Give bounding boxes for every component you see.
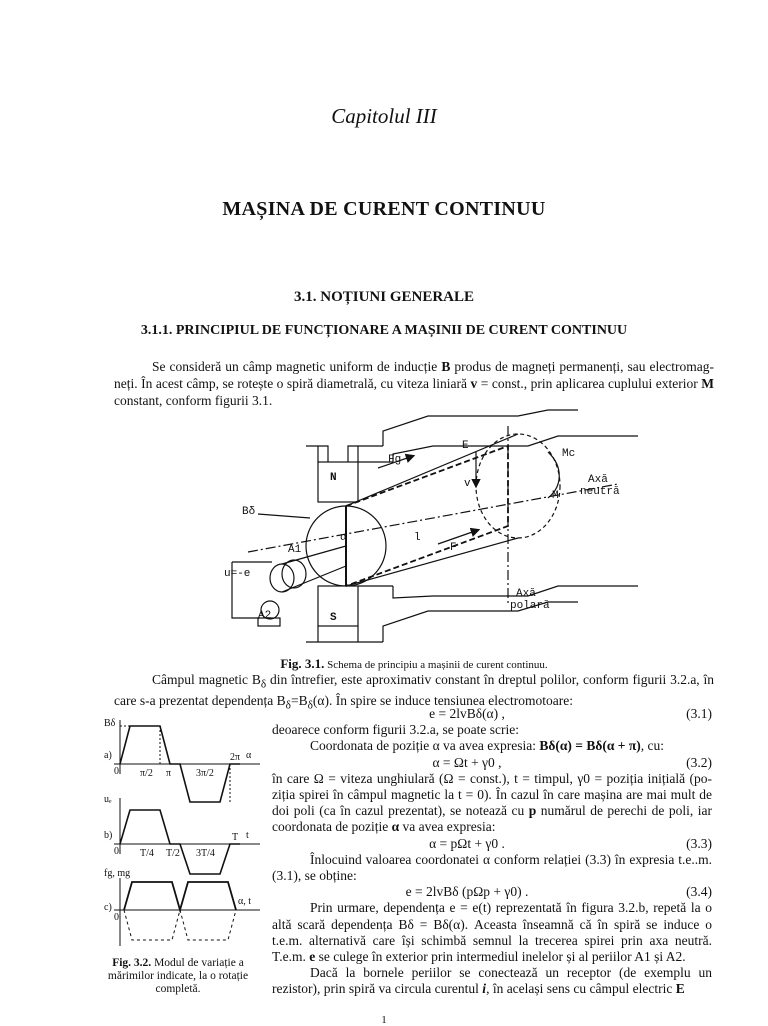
label-A2: A2: [258, 610, 272, 622]
fig2-label-b: b): [104, 830, 113, 841]
label-F: F: [450, 542, 457, 554]
fig2-tick-b3: 3T/4: [196, 848, 215, 859]
figure-3-1-machine-schematic: [218, 406, 658, 652]
paragraph-magnetic-field: Câmpul magnetic $B_\delta$ din întrefier, este aproximativ constant în dreptul polilor, conform figurii 3.2.a, în care s-a prezentat dependența $B_\delta=B_\delta(\alpha)$. În spire se induce tensiunea electromotoare:: [114, 672, 715, 712]
fig2-ylabel-b: uₑ: [104, 794, 112, 805]
north-pole: [318, 462, 358, 502]
label-axa-polara: Axă: [516, 588, 536, 600]
page-number: 1: [381, 1014, 387, 1026]
fig2-tick-b4: T: [232, 832, 239, 843]
figure-3-2-waveforms: [100, 714, 268, 958]
label-polara: polară: [510, 600, 550, 612]
fig2-xlabel-c: α, t: [238, 896, 252, 907]
label-Fg: Fg: [388, 454, 402, 466]
subsection-heading: 3.1.1. PRINCIPIUL DE FUNCȚIONARE A MAȘINII DE CURENT CONTINUU: [140, 323, 628, 338]
figure-3-2-caption: Fig. 3.2. Modul de variație a mărimilor indicate, la o rotație completă.: [107, 957, 249, 995]
equation-3-3: α = pΩt + γ0 . (3.3): [429, 835, 712, 851]
label-axa-neutra: Axă: [588, 474, 608, 486]
chapter-title: MAȘINA DE CURENT CONTINUU: [222, 198, 546, 220]
label-E-top: E: [462, 440, 469, 452]
label-A1: A1: [288, 544, 302, 556]
fig2-tick-a4: 2π: [230, 752, 241, 763]
fig2-xlabel-b: t: [246, 830, 249, 841]
intro-paragraph: Se consideră un câmp magnetic uniform de inducție B produs de magneți permanenți, sau electromag-neți. În acest câmp, se rotește o spiră diametrală, cu viteza liniară v = const., prin aplicarea cuplului exterior M constant, conform figurii 3.1.: [114, 359, 714, 408]
figure-3-1-caption: Fig. 3.1. Schema de principiu a mașinii de curent continuu.: [280, 656, 548, 671]
fig2-label-a: a): [104, 750, 112, 761]
label-N: N: [330, 472, 337, 484]
fig2-tick-a1: π/2: [140, 768, 153, 779]
fig2-zero-a: 0: [114, 766, 119, 777]
fig2-ylabel-c: fg, mg: [104, 868, 131, 879]
label-u: u=-e: [224, 568, 251, 580]
label-l: l: [414, 532, 421, 544]
label-neutra: neutră: [580, 486, 620, 498]
fig2-label-c: c): [104, 902, 112, 913]
fig2-tick-b2: T/2: [166, 848, 180, 859]
fig2-xlabel-a: α: [246, 750, 252, 761]
equation-3-2: α = Ωt + γ0 , (3.2): [432, 754, 712, 770]
fig2-zero-c: 0: [114, 912, 119, 923]
chapter-heading: Capitolul III: [331, 104, 437, 128]
label-Bd: Bδ: [242, 506, 256, 518]
fig2-ylabel-a: Bδ: [104, 718, 116, 729]
equation-3-4: e = 2lvBδ (pΩp + γ0) . (3.4): [405, 884, 712, 900]
fig2-tick-a2: π: [166, 768, 172, 779]
label-S: S: [330, 612, 337, 624]
equation-3-1: e = 2lvBδ(α) , (3.1): [429, 706, 712, 721]
fig2-zero-b: 0: [114, 846, 119, 857]
label-M: M: [552, 490, 559, 502]
right-column-text: e = 2lvBδ(α) , (3.1) deoarece conform figurii 3.2.a, se poate scrie: Coordonata de poziție α va avea expresia: Bδ(α) = Bδ(α + π), cu: α = Ωt + γ0 , (3.2) în care Ω = viteza unghiulară (Ω = const.), t = timpul, γ0 = poziția inițială (po-ziția spirei în câmpul magnetic la t = 0). În cazul în care mașina are mai mult de doi poli (ca în cazul prezentat), se notează cu p numărul de perechi de poli, iar coordonata de poziție α va avea expresia: α = pΩt + γ0 . (3.3) Înlocuind valoarea coordonatei α conform relației (3.3) în expresia t.e..m. (3.1), se obține: e = 2lvBδ (pΩp + γ0) . (3.4) Prin urmare, dependența e = e(t) reprezentată în figura 3.2.b, repetă la o altă scară dependența Bδ = Bδ(α). Aceasta înseamnă că în spiră se induce o t.e.m. alternativă care își schimbă semnul la trecerea spirei prin axa neutră. T.e.m. e se culege în exterior prin intermediul inelelor și al periilor A1 și A2. Dacă la bornele periilor se conectează un receptor (de exemplu un rezistor), prin spiră va circula curentul i, în același sens cu câmpul electric E: [272, 706, 712, 997]
section-heading: 3.1. NOȚIUNI GENERALE: [293, 289, 475, 305]
south-pole: [318, 586, 358, 626]
label-v: v: [464, 478, 471, 490]
fig2-tick-b1: T/4: [140, 848, 154, 859]
fig2-tick-a3: 3π/2: [196, 768, 214, 779]
label-Mc: Mc: [562, 448, 576, 460]
label-alpha: α: [340, 532, 347, 544]
